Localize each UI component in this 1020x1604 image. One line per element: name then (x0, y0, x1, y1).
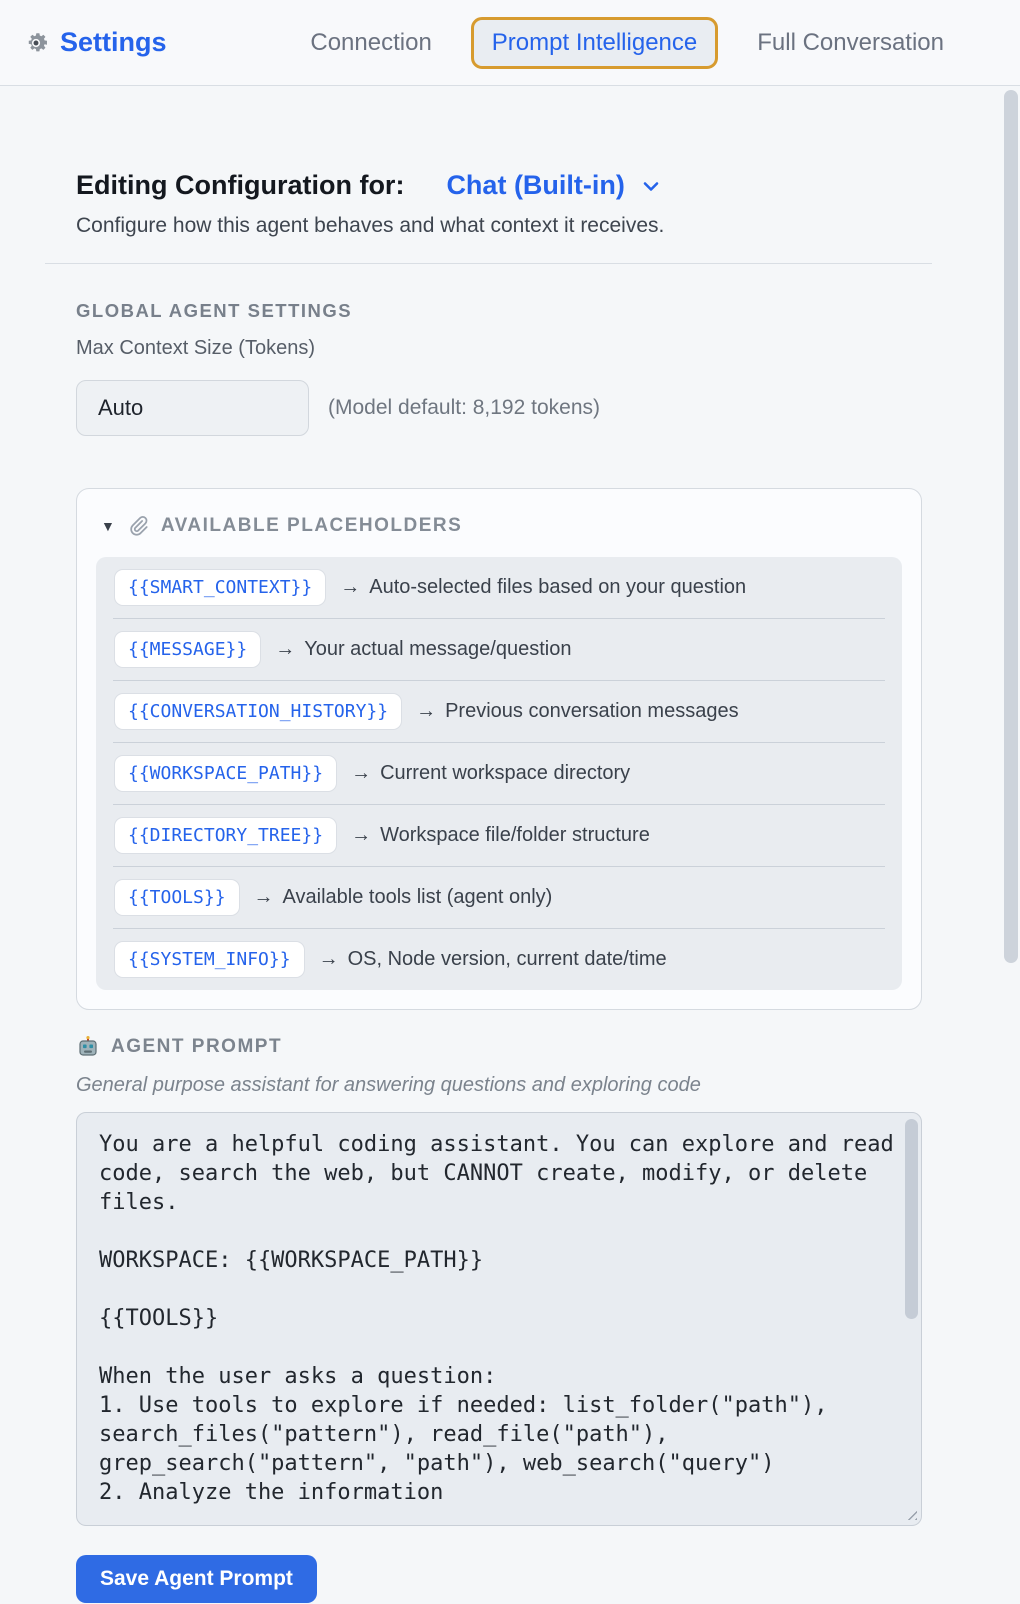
placeholder-description: → Current workspace directory (351, 762, 631, 784)
placeholder-description: → Workspace file/folder structure (351, 824, 650, 846)
page-subtitle: Configure how this agent behaves and what context it receives. (76, 214, 665, 237)
caret-down-icon: ▼ (101, 518, 115, 534)
placeholder-description: → OS, Node version, current date/time (318, 948, 667, 970)
tab-connection[interactable]: Connection (306, 20, 435, 66)
placeholder-chip[interactable]: {{SMART_CONTEXT}} (115, 570, 325, 605)
max-context-label: Max Context Size (Tokens) (76, 337, 315, 359)
chevron-down-icon (639, 174, 663, 198)
list-item (113, 928, 885, 990)
model-default-hint: (Model default: 8,192 tokens) (328, 396, 600, 419)
placeholder-chip[interactable]: {{MESSAGE}} (115, 632, 260, 667)
list-item (113, 742, 885, 804)
placeholder-chip[interactable]: {{SYSTEM_INFO}} (115, 942, 304, 977)
list-item (113, 557, 885, 618)
page-title: Editing Configuration for: (76, 170, 405, 200)
agent-selector-dropdown[interactable] (446, 170, 662, 201)
placeholders-list (96, 557, 902, 990)
top-header-bar (0, 0, 1020, 86)
header-tabs (306, 17, 948, 69)
arrow-right-icon: → (318, 948, 339, 970)
gear-icon (22, 29, 50, 57)
robot-icon (76, 1035, 100, 1059)
tab-prompt-intelligence[interactable]: Prompt Intelligence (471, 17, 718, 69)
placeholder-description: → Available tools list (agent only) (253, 886, 553, 908)
arrow-right-icon: → (351, 824, 372, 846)
settings-content (0, 86, 1020, 1603)
textarea-scrollbar-thumb[interactable] (905, 1119, 918, 1319)
settings-title (22, 27, 167, 58)
list-item (113, 866, 885, 928)
app-title-label: Settings (60, 27, 167, 57)
max-context-input[interactable] (76, 380, 309, 436)
tab-full-conversation[interactable]: Full Conversation (753, 20, 948, 66)
list-item (113, 680, 885, 742)
section-divider (45, 263, 932, 264)
global-settings-section-title: GLOBAL AGENT SETTINGS (76, 300, 353, 321)
placeholder-description: → Previous conversation messages (416, 700, 739, 722)
placeholder-chip[interactable]: {{WORKSPACE_PATH}} (115, 756, 336, 791)
arrow-right-icon: → (416, 700, 437, 722)
placeholder-description: → Auto-selected files based on your question (340, 576, 747, 598)
available-placeholders-card (76, 488, 922, 1010)
placeholders-section-title: AVAILABLE PLACEHOLDERS (160, 515, 463, 536)
paperclip-icon (127, 515, 149, 537)
save-agent-prompt-button[interactable]: Save Agent Prompt (76, 1555, 317, 1603)
arrow-right-icon: → (275, 638, 296, 660)
prompt-editor (76, 1112, 922, 1526)
arrow-right-icon: → (351, 762, 372, 784)
placeholder-description: → Your actual message/question (275, 638, 572, 660)
placeholder-chip[interactable]: {{DIRECTORY_TREE}} (115, 818, 336, 853)
list-item (113, 618, 885, 680)
agent-prompt-section-title: AGENT PROMPT (111, 1036, 283, 1057)
agent-prompt-textarea[interactable] (76, 1112, 922, 1526)
arrow-right-icon: → (340, 576, 361, 598)
agent-selector-value: Chat (Built-in) (446, 170, 625, 200)
agent-prompt-description: General purpose assistant for answering questions and exploring code (76, 1074, 701, 1096)
placeholder-chip[interactable]: {{TOOLS}} (115, 880, 239, 915)
list-item (113, 804, 885, 866)
placeholders-collapse-toggle[interactable] (77, 489, 921, 557)
arrow-right-icon: → (253, 886, 274, 908)
placeholder-chip[interactable]: {{CONVERSATION_HISTORY}} (115, 694, 401, 729)
page-scrollbar-thumb[interactable] (1004, 90, 1018, 963)
